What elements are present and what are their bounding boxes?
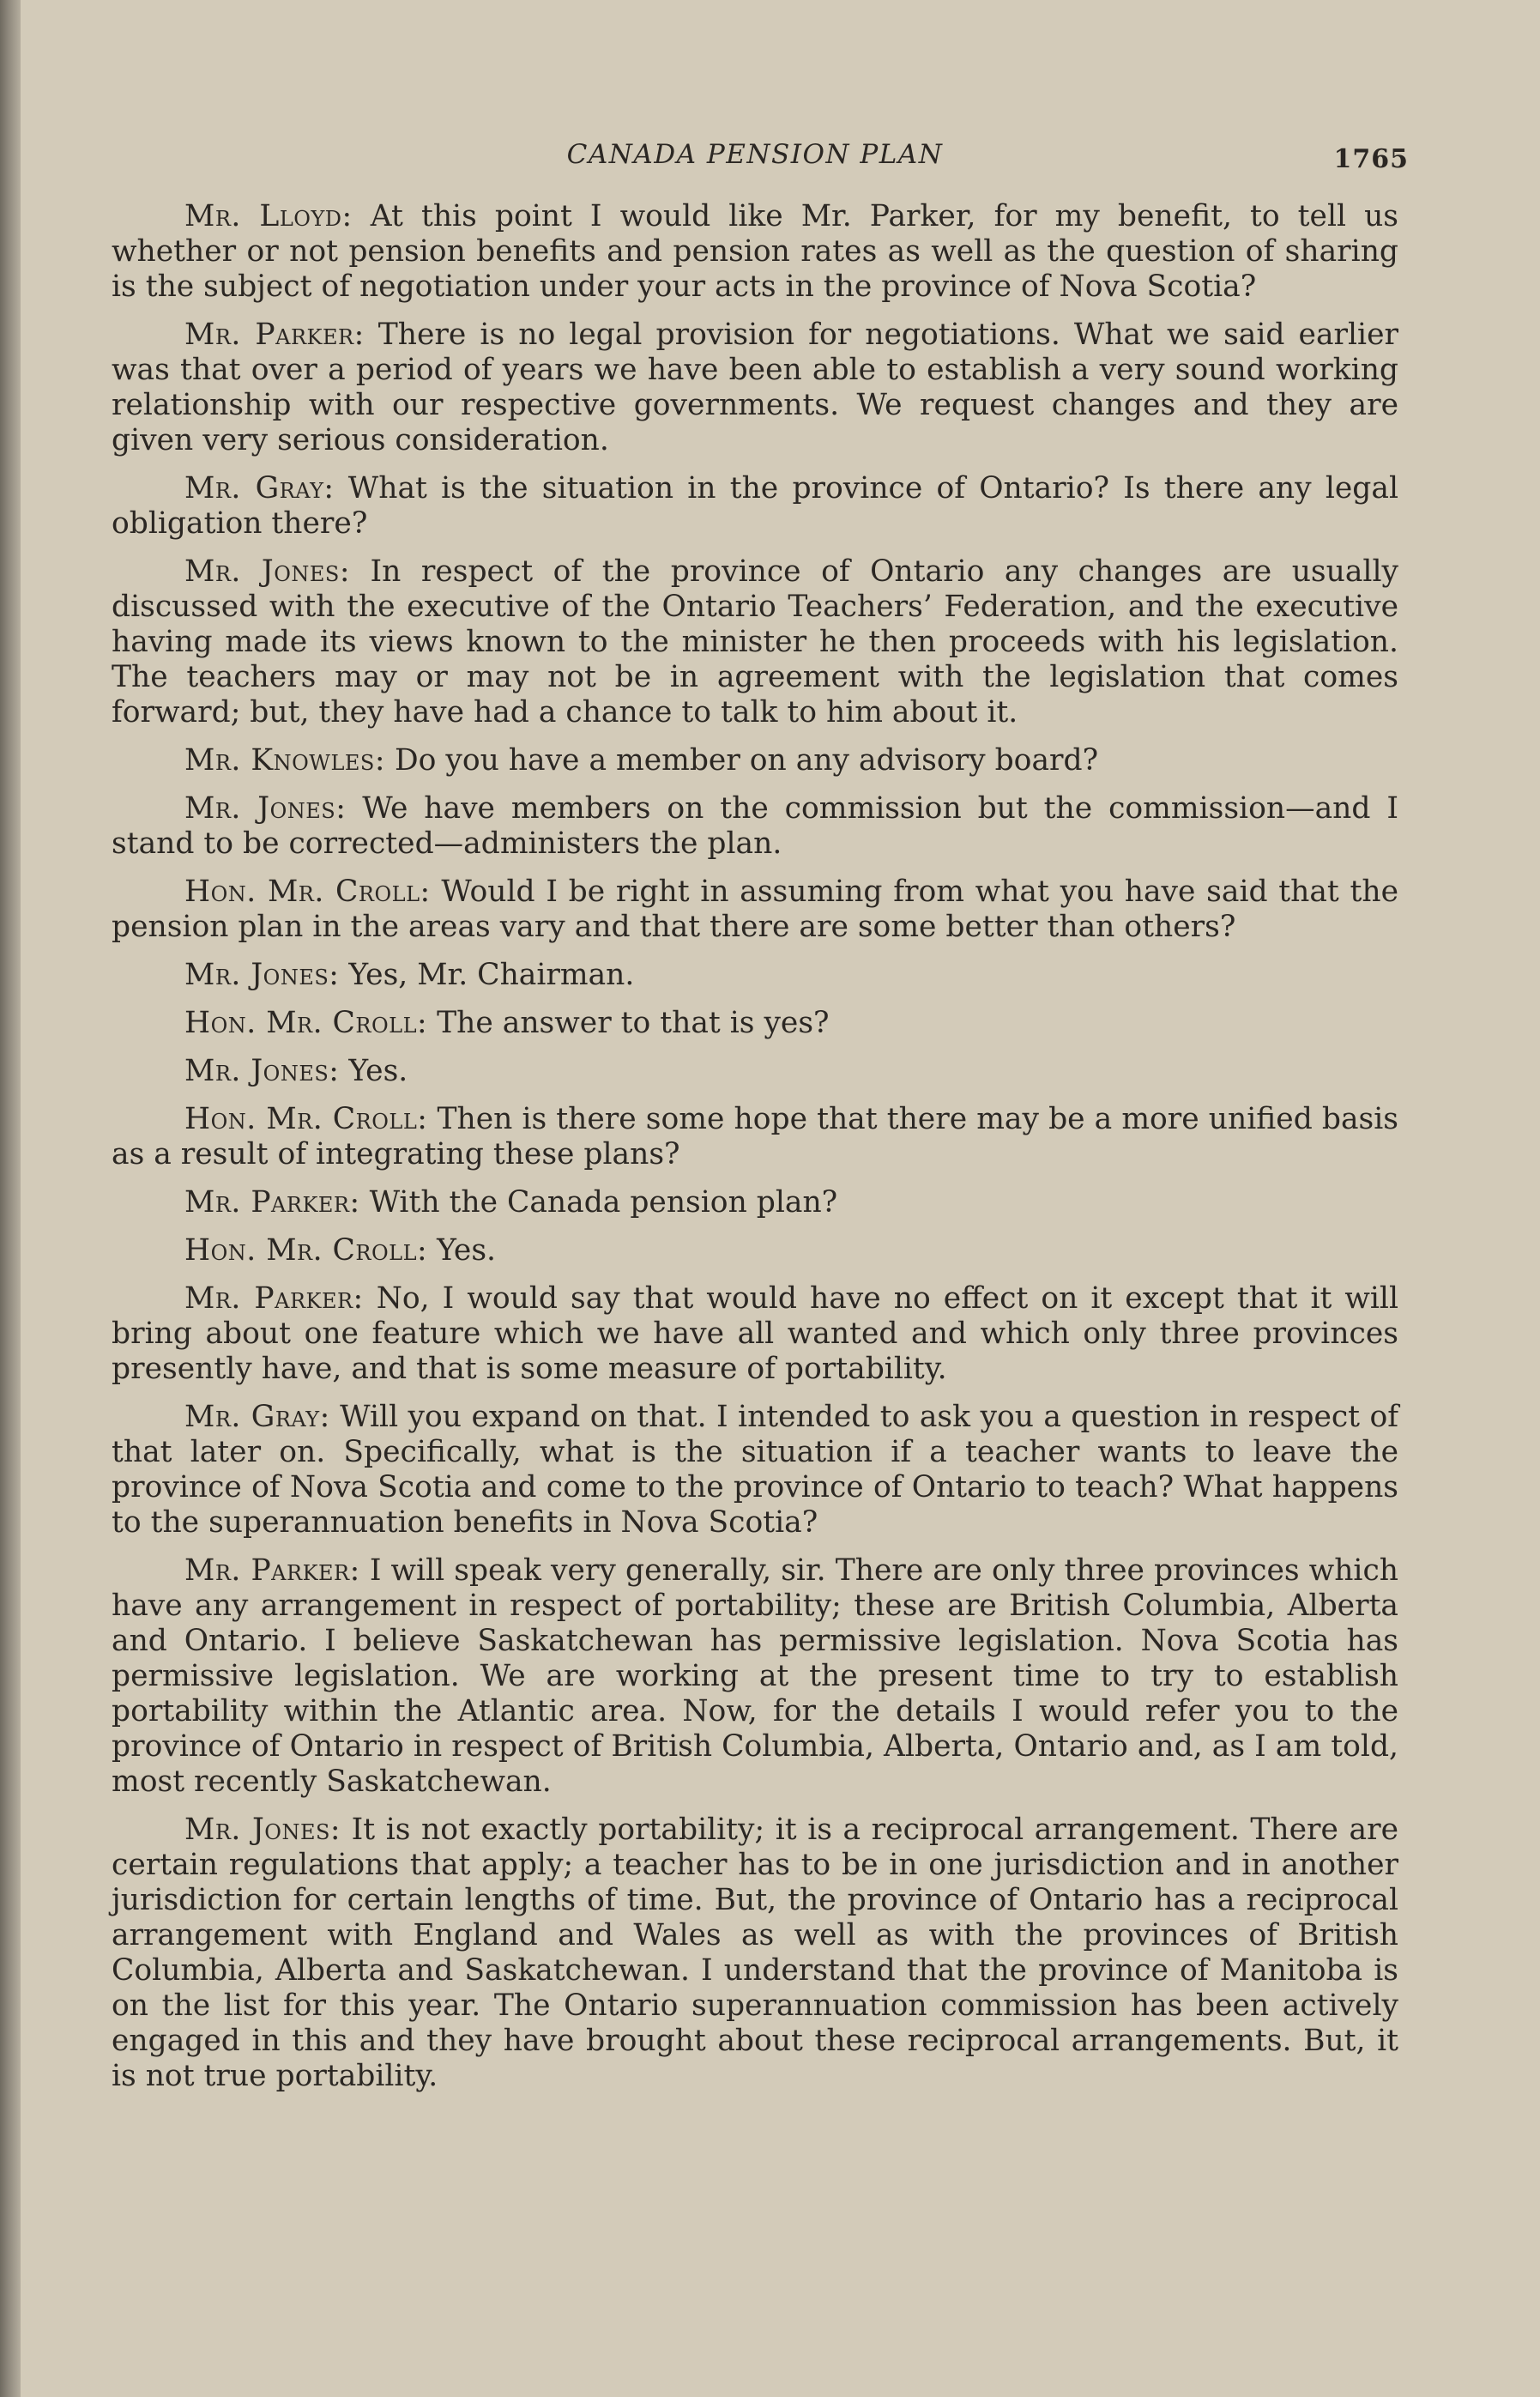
paragraph-text: There is no legal provision for negotiations. What we said earlier was that over a period of years we have been able to establish a very sound working relationship with our respective governments. We request changes and they are given very serious consideration. [112, 318, 1398, 457]
paragraph-text: With the Canada pension plan? [369, 1185, 838, 1220]
speaker-name: Hon. Mr. Croll: [184, 875, 431, 909]
paragraph [112, 743, 1398, 778]
speaker-name: Mr. Gray: [184, 471, 335, 505]
paragraph [112, 1185, 1398, 1220]
speaker-name: Mr. Jones: [184, 1813, 341, 1847]
paragraph-text: Then is there some hope that there may be a more unified basis as a result of integrating these plans? [112, 1102, 1398, 1171]
paragraph [112, 875, 1398, 945]
speaker-name: Mr. Gray: [184, 1400, 330, 1434]
transcript-body [112, 199, 1398, 2094]
speaker-name: Mr. Jones: [184, 554, 350, 589]
paragraph-text: What is the situation in the province of Ontario? Is there any legal obligation there? [112, 471, 1398, 541]
paragraph-text: Would I be right in assuming from what you have said that the pension plan in the areas vary and that there are some better than others? [112, 875, 1399, 944]
paragraph-text: No, I would say that would have no effect on it except that it will bring about one feature which we have all wanted and which only three provinces presently have, and that is some measure of portability. [112, 1281, 1399, 1386]
paragraph [112, 199, 1398, 305]
page-header [112, 129, 1409, 180]
paragraph [112, 958, 1398, 993]
document-page [112, 129, 1409, 2107]
paragraph-text: The answer to that is yes? [437, 1006, 830, 1040]
paragraph-text: Do you have a member on any advisory board? [394, 743, 1099, 778]
paragraph-text: I will speak very generally, sir. There are only three provinces which have any arrangement in respect of portability; these are British Columbia, Alberta and Ontario. I believe Saskatchewan has permissive legislation. Nova Scotia has permissive legislation. We are working at the present time to try to establish portability within the Atlantic area. Now, for the details I would refer you to the province of Ontario in respect of British Columbia, Alberta, Ontario and, as I am told, most recently Saskatchewan. [112, 1553, 1398, 1799]
running-title: CANADA PENSION PLAN [566, 139, 944, 170]
paragraph [112, 1400, 1398, 1540]
paragraph [112, 1813, 1398, 2094]
speaker-name: Mr. Lloyd: [184, 199, 353, 233]
paragraph [112, 471, 1398, 542]
speaker-name: Mr. Jones: [184, 1054, 340, 1088]
paragraph-text: It is not exactly portability; it is a reciprocal arrangement. There are certain regulations that apply; a teacher has to be in one jurisdiction and in another jurisdiction for certain lengths of time. But, the province of Ontario has a reciprocal arrangement with England and Wales as well as with the provinces of British Columbia, Alberta and Saskatchewan. I understand that the province of Manitoba is on the list for this year. The Ontario superannuation commission has been actively engaged in this and they have brought about these reciprocal arrangements. But, it is not true portability. [112, 1813, 1399, 2093]
paragraph [112, 1281, 1398, 1387]
speaker-name: Mr. Parker: [184, 1553, 360, 1588]
page-number: 1765 [1333, 144, 1409, 174]
speaker-name: Mr. Knowles: [184, 743, 385, 778]
paragraph-text: In respect of the province of Ontario any changes are usually discussed with the executive of the Ontario Teachers’ Federation, and the executive having made its views known to the minister he then proceeds with his legislation. The teachers may or may not be in agreement with the legislation that comes forward; but, they have had a chance to talk to him about it. [112, 554, 1398, 729]
paragraph [112, 554, 1398, 730]
paragraph [112, 1054, 1398, 1089]
paragraph-text: Yes. [437, 1233, 497, 1268]
speaker-name: Mr. Parker: [184, 318, 365, 352]
paragraph-text: Will you expand on that. I intended to ask you a question in respect of that later on. Specifically, what is the situation if a teacher wants to leave the province of Nova Scotia and come to the province of Ontario to teach? What happens to the superannuation benefits in Nova Scotia? [112, 1400, 1399, 1540]
paragraph [112, 1553, 1398, 1800]
paragraph [112, 791, 1398, 862]
paragraph [112, 1006, 1398, 1041]
speaker-name: Mr. Jones: [184, 958, 340, 992]
paragraph-text: We have members on the commission but the commission—and I stand to be corrected—administers the plan. [112, 791, 1398, 861]
page-binding-edge [0, 0, 21, 2397]
paragraph [112, 1233, 1398, 1268]
speaker-name: Hon. Mr. Croll: [184, 1006, 428, 1040]
paragraph-text: Yes. [348, 1054, 408, 1088]
paragraph-text: At this point I would like Mr. Parker, for my benefit, to tell us whether or not pension benefits and pension rates as well as the question of sharing is the subject of negotiation under your acts in the province of Nova Scotia? [112, 199, 1399, 304]
paragraph [112, 318, 1398, 458]
paragraph [112, 1102, 1398, 1172]
speaker-name: Mr. Parker: [184, 1185, 360, 1220]
speaker-name: Mr. Parker: [184, 1281, 364, 1316]
paragraph-text: Yes, Mr. Chairman. [348, 958, 635, 992]
speaker-name: Hon. Mr. Croll: [184, 1233, 428, 1268]
speaker-name: Hon. Mr. Croll: [184, 1102, 428, 1136]
speaker-name: Mr. Jones: [184, 791, 347, 826]
